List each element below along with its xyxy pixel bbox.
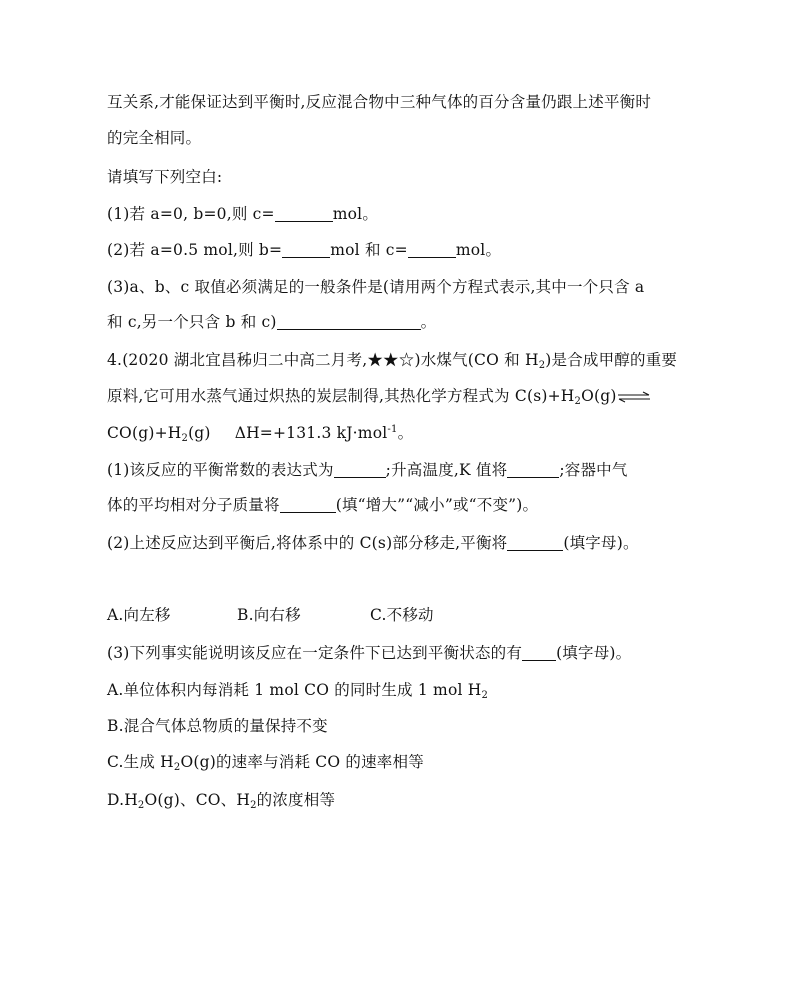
q3-2-unit: mol。	[455, 241, 502, 259]
option-text: O(g)的速率与消耗 CO 的速率相等	[180, 753, 424, 771]
q4-2-text: (填字母)。	[563, 534, 639, 552]
intro-line-2: 的完全相同。	[107, 129, 202, 147]
enthalpy-value: ΔH=+131.3 kJ·mol	[234, 424, 388, 442]
superscript: -1	[387, 424, 398, 435]
answer-blank[interactable]	[522, 644, 556, 661]
answer-blank[interactable]	[277, 313, 421, 330]
q4-3-text: (3)下列事实能说明该反应在一定条件下已达到平衡状态的有	[107, 644, 523, 662]
q4-header-text: )水煤气(CO 和 H	[414, 351, 539, 369]
option-a: A.向左移	[107, 606, 171, 624]
q4-1-text: (1)该反应的平衡常数的表达式为	[107, 461, 334, 479]
question-3-3-line-1: (3)a、b、c 取值必须满足的一般条件是(请用两个方程式表示,其中一个只含 a	[107, 278, 645, 296]
question-3-1	[107, 204, 378, 224]
q3-1-text: (1)若 a=0, b=0,则 c=	[107, 205, 275, 223]
q4-2-text: (2)上述反应达到平衡后,将体系中的 C(s)部分移走,平衡将	[107, 534, 508, 552]
question-3-2	[107, 240, 501, 260]
q4-text: 原料,它可用水蒸气通过炽热的炭层制得,其热化学方程式为 C(s)+H	[107, 387, 575, 405]
difficulty-stars: ★★☆	[367, 351, 415, 369]
question-3-3-line-2	[107, 312, 436, 332]
answer-blank[interactable]	[282, 241, 330, 258]
question-4-header	[107, 350, 677, 370]
q4-3-option-c	[107, 752, 424, 772]
subscript: 2	[574, 396, 582, 407]
q4-1-text: 体的平均相对分子质量将	[107, 496, 280, 514]
q4-source: 4.(2020 湖北宜昌秭归二中高二月考,	[107, 351, 368, 369]
option-c: C.不移动	[370, 606, 434, 624]
option-text: A.单位体积内每消耗 1 mol CO 的同时生成 1 mol H	[107, 681, 482, 699]
option-text: O(g)、CO、H	[144, 791, 251, 809]
equilibrium-arrow-icon	[617, 391, 651, 403]
q4-text: O(g)	[581, 387, 617, 405]
q4-1-text: ;容器中气	[559, 461, 628, 479]
subscript: 2	[250, 800, 257, 811]
question-4-line-2	[107, 386, 651, 406]
answer-blank[interactable]	[275, 205, 333, 222]
answer-blank[interactable]	[280, 496, 336, 513]
subscript: 2	[173, 762, 181, 773]
q3-3-suffix: 。	[420, 313, 437, 331]
fill-prompt: 请填写下列空白:	[107, 168, 223, 186]
option-b: B.向右移	[237, 606, 301, 624]
intro-line-1: 互关系,才能保证达到平衡时,反应混合物中三种气体的百分含量仍跟上述平衡时	[107, 93, 652, 111]
answer-blank[interactable]	[408, 241, 456, 258]
q4-text: CO(g)+H	[107, 424, 182, 442]
q4-3-option-b: B.混合气体总物质的量保持不变	[107, 717, 328, 735]
subscript: 2	[181, 433, 189, 444]
question-4-2	[107, 533, 639, 553]
q4-1-text: ;升高温度,K 值将	[385, 461, 508, 479]
q3-3-prefix: 和 c,另一个只含 b 和 c)	[107, 313, 277, 331]
option-text: D.H	[107, 791, 138, 809]
q4-3-option-d	[107, 790, 335, 810]
question-4-1-line-2	[107, 495, 538, 515]
question-4-3	[107, 643, 631, 663]
question-4-1-line-1	[107, 460, 628, 480]
answer-blank[interactable]	[507, 534, 563, 551]
q4-3-text: (填字母)。	[556, 644, 632, 662]
q3-2-text: (2)若 a=0.5 mol,则 b=	[107, 241, 283, 259]
subscript: 2	[481, 690, 489, 701]
option-text: C.生成 H	[107, 753, 174, 771]
q4-header-text: )是合成甲醇的重要	[545, 351, 678, 369]
q4-3-option-a	[107, 680, 488, 700]
q4-2-options	[107, 605, 434, 625]
option-text: 的浓度相等	[256, 791, 336, 809]
answer-blank[interactable]	[507, 461, 559, 478]
q3-2-mid: mol 和 c=	[330, 241, 408, 259]
subscript: 2	[538, 360, 546, 371]
subscript: 2	[137, 800, 145, 811]
q3-1-unit: mol。	[332, 205, 379, 223]
q4-1-text: (填“增大”“减小”或“不变”)。	[335, 496, 539, 514]
q4-text: 。	[397, 424, 414, 442]
q4-text: (g)	[188, 424, 211, 442]
answer-blank[interactable]	[334, 461, 386, 478]
question-4-line-3	[107, 423, 413, 443]
